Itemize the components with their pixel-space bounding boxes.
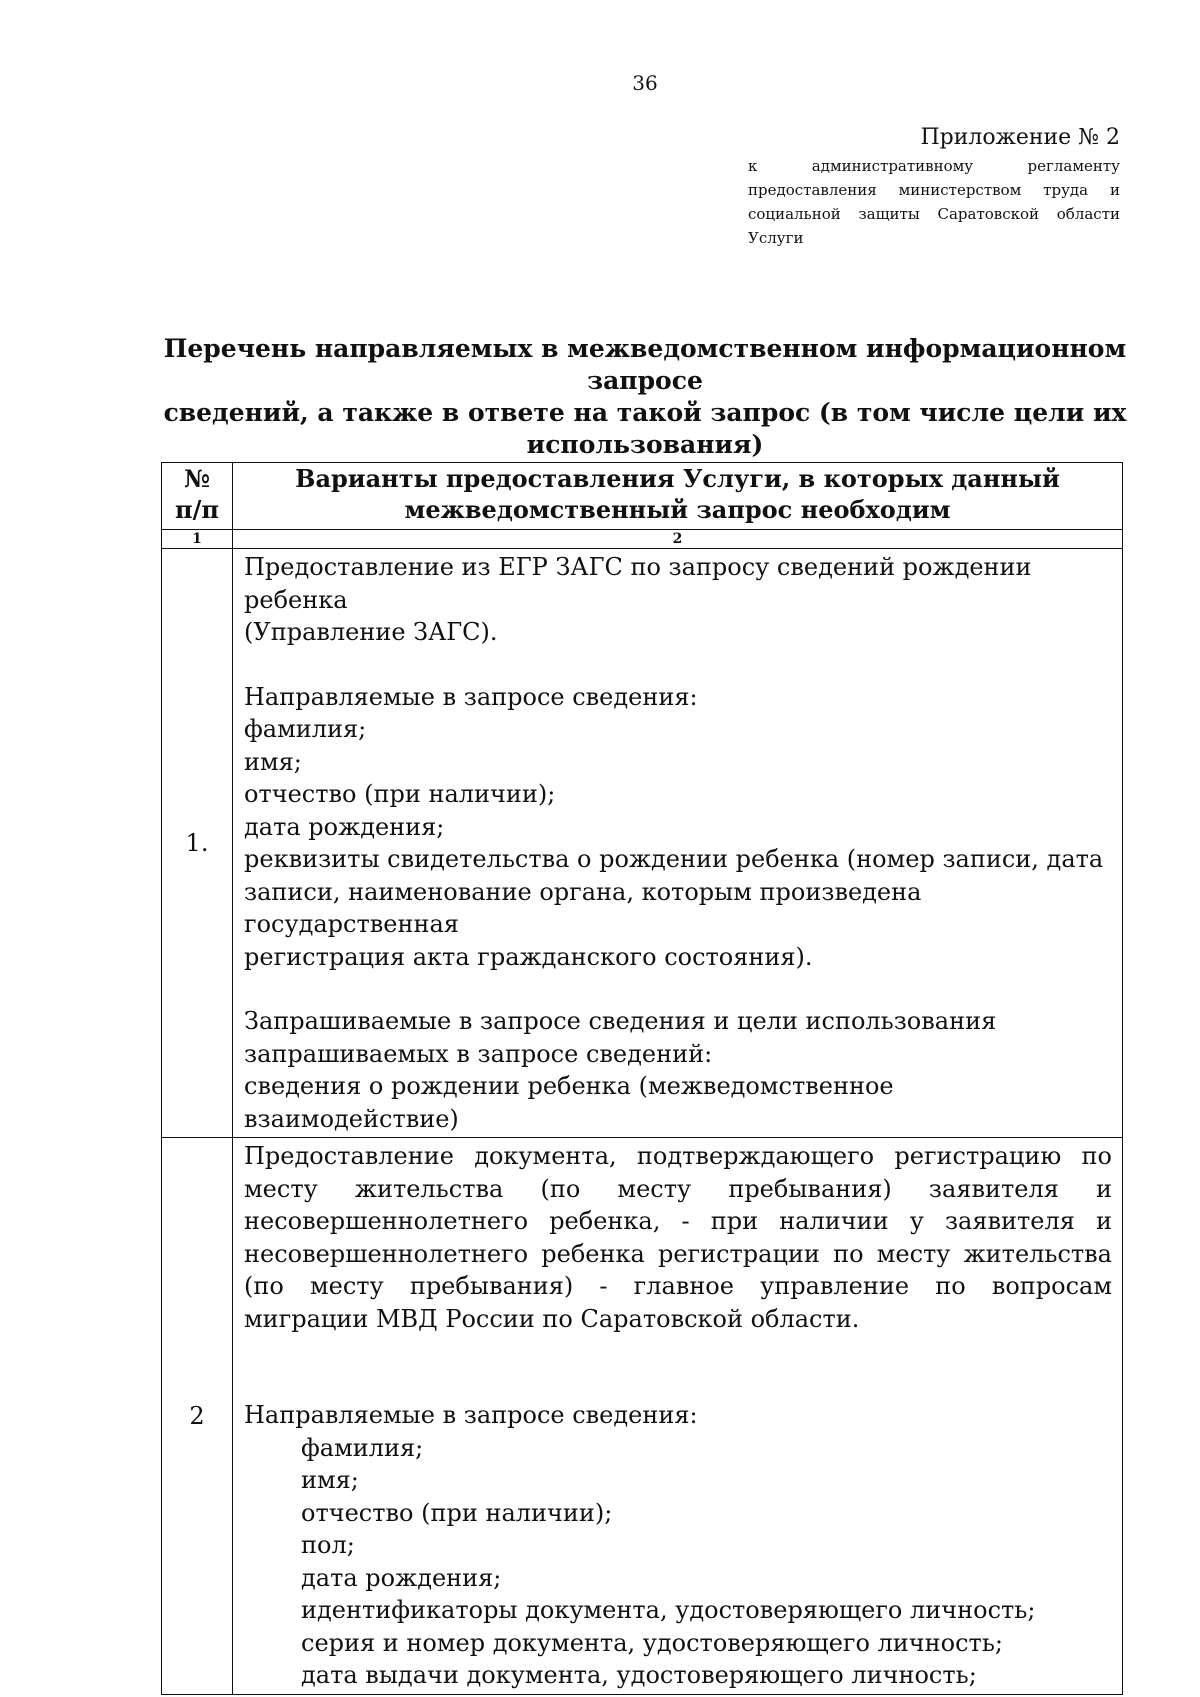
table-row <box>162 1138 1123 1695</box>
row-number: 2 <box>162 1138 233 1695</box>
document-title <box>160 333 1130 461</box>
sent-item: идентификаторы документа, удостоверяющего личность; <box>301 1596 1036 1624</box>
sent-item: дата рождения; <box>301 1563 502 1592</box>
row-number: 1. <box>162 549 233 1138</box>
table-row <box>162 549 1123 1138</box>
sent-item: записи, наименование органа, которым произведена государственная <box>244 877 922 938</box>
annex-line: к административному регламенту <box>748 157 1120 175</box>
index-cell: 2 <box>233 530 1123 549</box>
row-text-line: Предоставление из ЕГР ЗАГС по запросу сведений рождении ребенка <box>244 553 1032 614</box>
sent-item: серия и номер документа, удостоверяющего личность; <box>301 1628 1003 1657</box>
sent-item: дата выдачи документа, удостоверяющего личность; <box>301 1661 977 1689</box>
sent-item: имя; <box>244 747 302 776</box>
header-number-line: п/п <box>175 495 219 524</box>
title-line: сведений, а также в ответе на такой запрос (в том числе цели их <box>163 398 1127 427</box>
row-intro-paragraph: Предоставление документа, подтверждающего регистрацию по месту жительства (по месту пребывания) заявителя и несовершеннолетнего ребенка, - при наличии у заявителя и несовершеннолетнего ребенка регистрации по месту жительства (по месту пребывания) - главное управление по вопросам миграции МВД России по Саратовской области. <box>244 1142 1112 1333</box>
requested-line: запрашиваемых в запросе сведений: <box>244 1039 713 1068</box>
header-number-line: № <box>183 464 211 493</box>
annex-title: Приложение № 2 <box>920 125 1120 150</box>
header-variants-line: межведомственный запрос необходим <box>404 495 951 524</box>
annex-line: предоставления министерством труда и <box>748 181 1120 199</box>
page-number: 36 <box>632 71 658 95</box>
index-cell: 1 <box>162 530 233 549</box>
sent-item: реквизиты свидетельства о рождении ребенка (номер записи, дата <box>244 845 1104 873</box>
sent-item: фамилия; <box>244 715 367 743</box>
table-index-row <box>162 530 1123 549</box>
annex-line: социальной защиты Саратовской области <box>748 205 1120 223</box>
sent-item: регистрация акта гражданского состояния). <box>244 942 813 971</box>
sent-heading: Направляемые в запросе сведения: <box>244 682 698 711</box>
annex-line: Услуги <box>748 229 804 247</box>
table-header-row <box>162 463 1123 530</box>
requests-table <box>161 462 1123 1695</box>
title-line: Перечень направляемых в межведомственном информационном запросе <box>163 334 1127 395</box>
annex-block <box>748 124 1120 250</box>
row-text-line: (Управление ЗАГС). <box>244 618 498 646</box>
row-content <box>233 549 1123 1138</box>
sent-heading: Направляемые в запросе сведения: <box>244 1401 698 1429</box>
sent-item: дата рождения; <box>244 812 445 841</box>
row-content <box>233 1138 1123 1695</box>
sent-item: пол; <box>301 1531 355 1559</box>
annex-body <box>748 154 1120 250</box>
header-variants <box>233 463 1123 530</box>
sent-item: имя; <box>301 1466 359 1494</box>
header-number <box>162 463 233 530</box>
requested-line: сведения о рождении ребенка (межведомственное взаимодействие) <box>244 1072 894 1133</box>
requested-line: Запрашиваемые в запросе сведения и цели использования <box>244 1007 997 1035</box>
sent-item: отчество (при наличии); <box>244 780 556 808</box>
title-line: использования) <box>526 430 764 459</box>
sent-item: фамилия; <box>301 1433 424 1462</box>
sent-item: отчество (при наличии); <box>301 1498 613 1527</box>
header-variants-line: Варианты предоставления Услуги, в которых данный <box>295 464 1060 493</box>
